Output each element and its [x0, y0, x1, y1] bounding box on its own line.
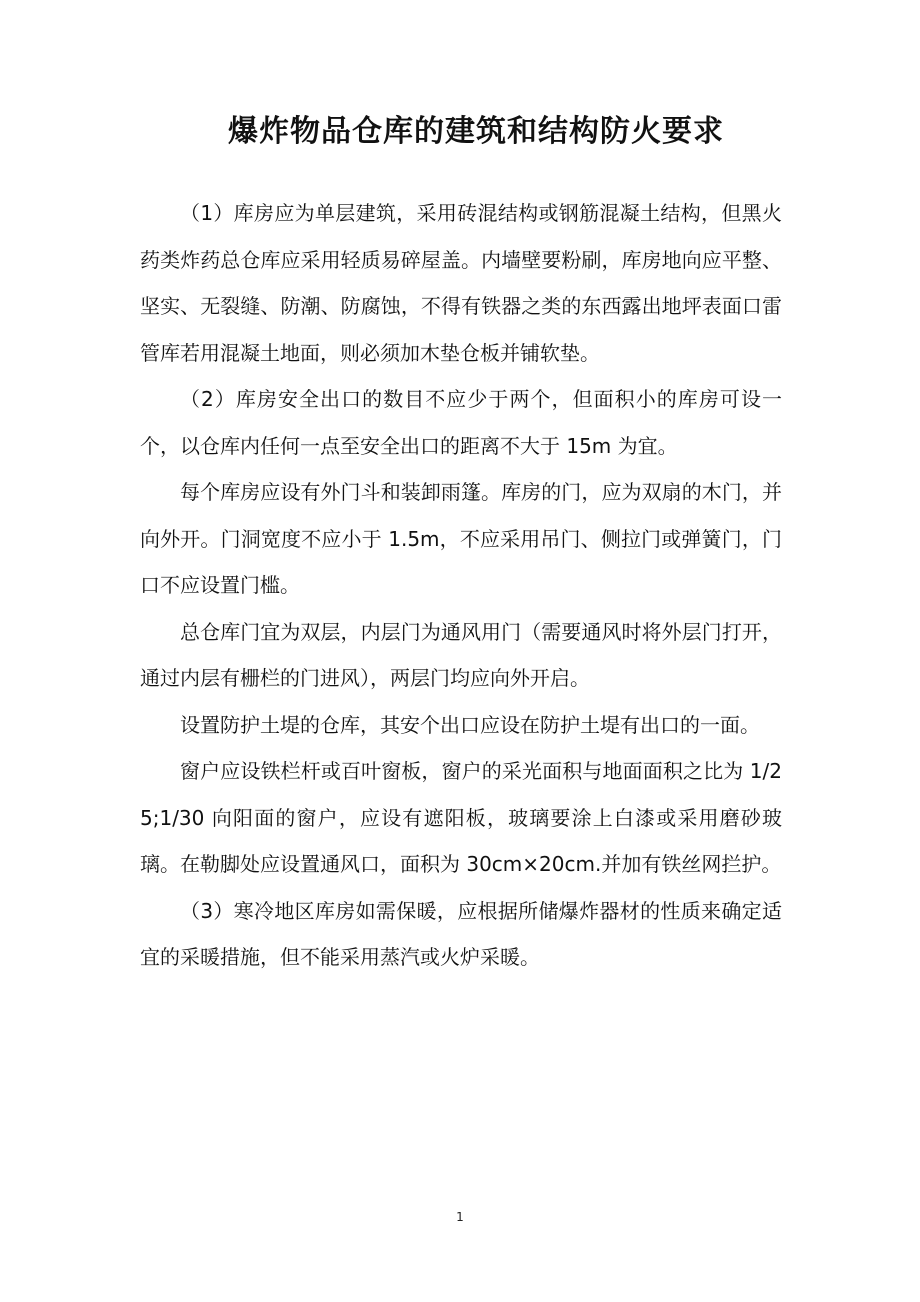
document-body: [140, 190, 782, 981]
paragraph-6: 窗户应设铁栏杆或百叶窗板，窗户的采光面积与地面面积之比为 1/25;1/30 向阳面的窗户，应设有遮阳板，玻璃要涂上白漆或采用磨砂玻璃。在勒脚处应设置通风口，面积为 30cm×20cm.并加有铁丝网拦护。: [140, 759, 782, 876]
paragraph-5: 设置防护土堤的仓库，其安个出口应设在防护土堤有出口的一面。: [180, 712, 760, 737]
paragraph-3: 每个库房应设有外门斗和装卸雨篷。库房的门，应为双扇的木门，并向外开。门洞宽度不应小于 1.5m，不应采用吊门、侧拉门或弹簧门，门口不应设置门槛。: [140, 480, 782, 597]
paragraph-2: （2）库房安全出口的数目不应少于两个，但面积小的库房可设一个，以仓库内任何一点至安全出口的距离不大于 15m 为宜。: [140, 387, 782, 458]
document-title: 爆炸物品仓库的建筑和结构防火要求: [228, 114, 724, 149]
paragraph-1: （1）库房应为单层建筑，采用砖混结构或钢筋混凝土结构，但黑火药类炸药总仓库应采用轻质易碎屋盖。内墙壁要粉刷，库房地向应平整、坚实、无裂缝、防潮、防腐蚀，不得有铁器之类的东西露出地坪表面口雷管库若用混凝土地面，则必须加木垫仓板并铺软垫。: [140, 201, 782, 365]
paragraph-7: （3）寒冷地区库房如需保暖，应根据所储爆炸器材的性质来确定适宜的采暖措施，但不能采用蒸汽或火炉采暖。: [140, 898, 782, 969]
page-number: 1: [456, 1210, 464, 1224]
paragraph-4: 总仓库门宜为双层，内层门为通风用门（需要通风时将外层门打开，通过内层有栅栏的门进风），两层门均应向外开启。: [140, 619, 782, 690]
